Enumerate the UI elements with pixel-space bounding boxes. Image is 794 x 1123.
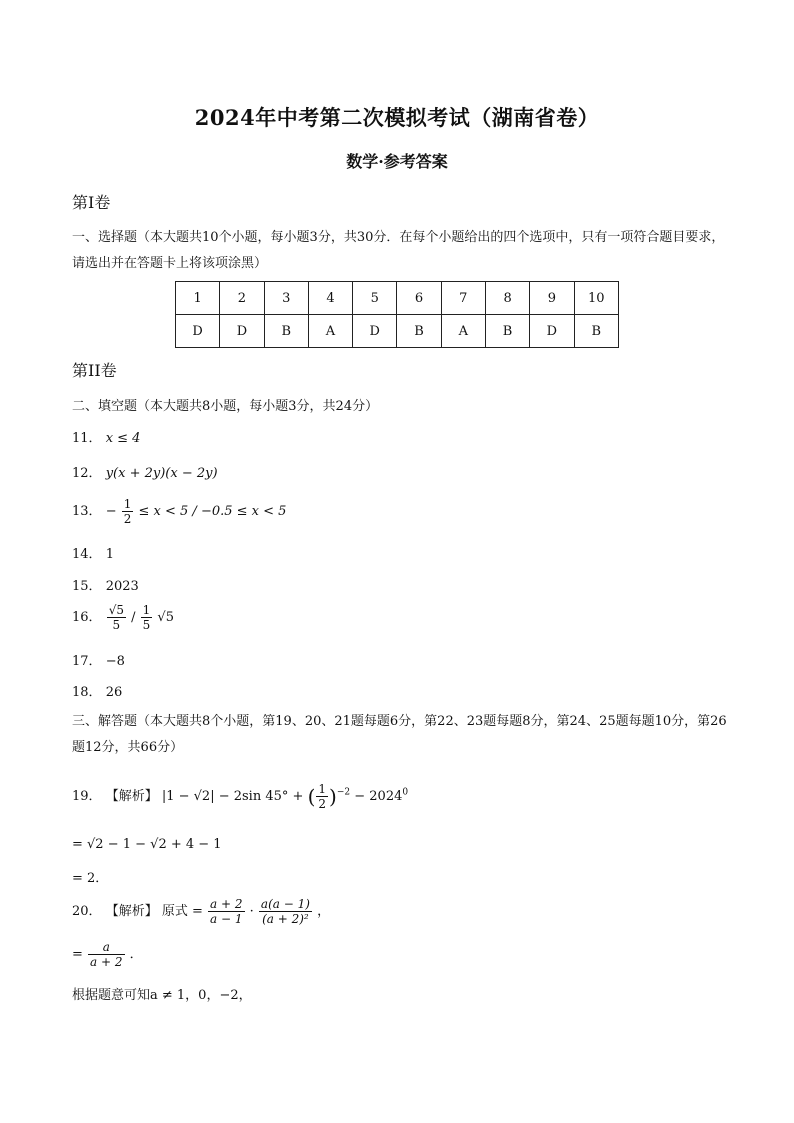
solve-section-title: 三、解答题（本大题共8个小题，第19、20、21题每题6分，第22、23题每题8分，第24、25题每题10分，第26题12分，共66分）: [72, 714, 727, 755]
table-cell: 9: [530, 282, 574, 315]
equals: =: [72, 947, 88, 962]
fraction: [141, 603, 153, 632]
solution-19-result: = 2．: [72, 871, 109, 886]
question-number: 20．: [72, 904, 102, 919]
answer-math: y(x + 2y)(x − 2y): [105, 466, 218, 481]
answer-table-number-row: [176, 282, 619, 315]
fraction-denominator: 2: [123, 512, 132, 526]
table-cell: B: [485, 315, 529, 348]
answer-11: [72, 427, 140, 446]
answer-16: [72, 603, 174, 632]
question-number: 11．: [72, 431, 102, 446]
table-cell: 3: [264, 282, 308, 315]
minus-sign: −: [105, 504, 117, 519]
question-number: 13．: [72, 504, 102, 519]
solution-20-condition: 根据题意可知a ≠ 1，0，−2，: [72, 988, 252, 1003]
fraction-denominator: 5: [112, 618, 121, 632]
solution-20: [72, 897, 330, 926]
table-cell: 2: [220, 282, 264, 315]
question-number: 18．: [72, 685, 102, 700]
question-number: 16．: [72, 610, 102, 625]
table-cell: D: [220, 315, 264, 348]
multiply-dot: ·: [249, 904, 254, 919]
analysis-tag: 【解析】: [105, 904, 158, 919]
answer-text: −8: [105, 654, 125, 669]
answer-math: x ≤ 4: [105, 431, 141, 446]
table-cell: B: [264, 315, 308, 348]
answer-15: [72, 575, 139, 594]
fraction: [107, 603, 126, 632]
part2-heading: 第II卷: [72, 361, 117, 380]
question-number: 17．: [72, 654, 102, 669]
table-cell: 6: [397, 282, 441, 315]
page-title: 2024年中考第二次模拟考试（湖南省卷）: [194, 105, 600, 130]
answer-13: [72, 497, 286, 526]
solution-20-step-2: [72, 940, 143, 969]
exponent: 0: [402, 787, 409, 798]
fraction: [122, 497, 134, 526]
fraction-numerator: a(a − 1): [260, 897, 310, 911]
page-subtitle: 数学·参考答案: [346, 152, 448, 171]
fraction-numerator: 1: [318, 782, 327, 796]
question-number: 15．: [72, 579, 102, 594]
fraction-denominator: a − 1: [210, 912, 243, 926]
right-paren: ): [329, 784, 337, 809]
table-cell: A: [441, 315, 485, 348]
question-number: 19．: [72, 789, 102, 804]
table-cell: 5: [353, 282, 397, 315]
solution-19: [72, 782, 408, 811]
fraction: [208, 897, 244, 926]
answer-table: [175, 281, 619, 348]
fraction: [88, 940, 124, 969]
table-cell: 8: [485, 282, 529, 315]
period: ．: [129, 947, 143, 962]
answer-14: [72, 543, 114, 562]
fill-section-title: 二、填空题（本大题共8小题，每小题3分，共24分）: [72, 399, 379, 414]
fraction-numerator: 1: [123, 497, 132, 511]
separator: /: [131, 610, 136, 625]
label: 原式 =: [161, 904, 208, 919]
fraction-denominator: a + 2: [90, 955, 123, 969]
table-cell: D: [176, 315, 220, 348]
fraction-denominator: (a + 2)²: [262, 912, 309, 926]
part1-heading: 第Ⅰ卷: [72, 193, 111, 212]
fraction-numerator: a: [88, 940, 124, 955]
table-cell: A: [308, 315, 352, 348]
answer-math: √5: [157, 610, 174, 625]
answer-text: 2023: [105, 579, 139, 594]
table-cell: B: [397, 315, 441, 348]
fraction-numerator: a + 2: [210, 897, 243, 911]
fraction-numerator: √5: [108, 603, 124, 617]
table-cell: 7: [441, 282, 485, 315]
table-cell: D: [530, 315, 574, 348]
fraction: [259, 897, 312, 926]
table-cell: 1: [176, 282, 220, 315]
comma: ，: [317, 904, 331, 919]
answer-text: 26: [105, 685, 123, 700]
analysis-tag: 【解析】: [105, 789, 158, 804]
answer-17: [72, 650, 125, 669]
left-paren: (: [307, 784, 316, 809]
fraction-numerator: 1: [142, 603, 151, 617]
choice-section-title: 一、选择题（本大题共10个小题，每小题3分，共30分．在每个小题给出的四个选项中，只有一项符合题目要求，请选出并在答题卡上将该项涂黑）: [72, 230, 725, 271]
table-cell: D: [353, 315, 397, 348]
solution-19-step-2: = √2 − 1 − √2 + 4 − 1: [72, 837, 222, 852]
expression: − 2024: [354, 789, 403, 804]
fraction: [316, 782, 328, 811]
fraction-denominator: 2: [318, 797, 327, 811]
answer-math: ≤ x < 5 / −0.5 ≤ x < 5: [138, 504, 287, 519]
fraction-denominator: 5: [142, 618, 151, 632]
table-cell: B: [574, 315, 618, 348]
exponent: −2: [336, 787, 351, 798]
table-cell: 10: [574, 282, 618, 315]
expression: |1 − √2| − 2sin 45° +: [161, 789, 308, 804]
answer-18: [72, 681, 122, 700]
answer-12: [72, 462, 218, 481]
answer-text: 1: [105, 547, 114, 562]
question-number: 14．: [72, 547, 102, 562]
question-number: 12．: [72, 466, 102, 481]
table-cell: 4: [308, 282, 352, 315]
answer-table-answer-row: [176, 315, 619, 348]
